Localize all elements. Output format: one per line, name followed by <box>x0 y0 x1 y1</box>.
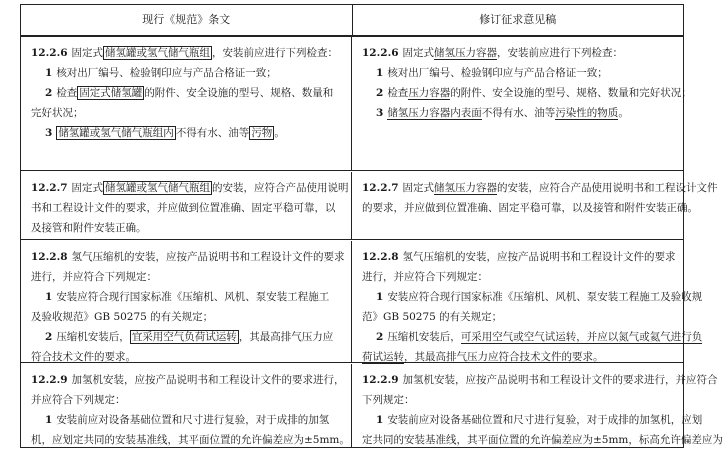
underlined-text: 压力容器 <box>408 87 451 99</box>
text: 进行，并应符合下列规定： <box>362 271 488 283</box>
text: 不得有水、油等 <box>481 107 556 119</box>
item-number: 1 <box>45 291 53 303</box>
table-row-12-2-7 <box>21 172 718 240</box>
current-clause-cell <box>21 37 352 170</box>
clause-number: 12.2.7 <box>362 182 399 194</box>
text: 氢气压缩机的安装，应按产品说明书和工程设计文件的要求 <box>402 251 676 263</box>
text: 并应符合下列规定： <box>31 394 126 406</box>
text: 安装前应对设备基础位置和尺寸进行复验，对于成排的加氢 <box>56 414 330 426</box>
table-header <box>21 5 683 37</box>
text: 压缩机安装后， <box>387 331 461 343</box>
table-row-12-2-9 <box>21 364 723 448</box>
text: 的附件、安全设施的型号、规格、数量和 <box>144 87 334 99</box>
item-number: 3 <box>376 107 384 119</box>
text: 定共同的安装基准线，其平面位置的允许偏差应为±5mm，标高允许偏差应为 <box>362 434 723 446</box>
text: 。 <box>618 107 629 119</box>
text: 固定式 <box>402 182 435 194</box>
boxed-text: 污物 <box>251 127 273 139</box>
underlined-text: 储氢压力容器 <box>434 182 498 194</box>
clause-number: 12.2.7 <box>31 182 68 194</box>
underlined-text: 可采用空气或空气试运转，并应以氮气或氦气进行负 <box>460 331 703 343</box>
text: 加氢机安装，应按产品说明书和工程设计文件的要求进行， <box>71 374 345 386</box>
text: ，其最高排气压力应 <box>238 331 334 343</box>
text: ，其最高排气压力应符合技术文件的要求。 <box>404 351 604 363</box>
text: 的安装，应符合产品使用说明书和工程设计文件 <box>497 182 718 194</box>
revision-clause-cell <box>352 172 718 239</box>
text: 安装前应对设备基础位置和尺寸进行复验，对于成排的加氢机，应划 <box>387 414 703 426</box>
item-number: 3 <box>45 127 53 139</box>
text: 固定式 <box>71 182 104 194</box>
text: 及验收规范》GB 50275 的有关规定； <box>31 311 214 323</box>
text: 安装应符合现行国家标准《压缩机、风机、泵安装工程施工 <box>56 291 330 303</box>
text: 固定式 <box>71 47 104 59</box>
text: 及接管和附件安装正确。 <box>31 222 147 234</box>
text: 核对出厂编号、检验钢印应与产品合格证一致； <box>56 67 277 79</box>
text: 加氢机安装，应按产品说明书和工程设计文件的要求进行，并应符合 <box>402 374 718 386</box>
text: 的附件、安全设施的型号、规格、数量和完好状况； <box>450 87 692 99</box>
boxed-text: 宜采用空气负荷试运转 <box>131 331 237 343</box>
text: 符合技术文件的要求。 <box>31 351 136 363</box>
boxed-text: 储氢罐或氢气储气瓶组 <box>105 47 211 59</box>
item-number: 1 <box>45 67 53 79</box>
text: 氢气压缩机的安装，应按产品说明书和工程设计文件的要求 <box>71 251 345 263</box>
item-number: 2 <box>376 331 384 343</box>
text: ，安装前应进行下列检查： <box>212 47 339 59</box>
underlined-text: 储氢压力容器 <box>434 47 498 59</box>
item-number: 2 <box>45 331 53 343</box>
current-clause-cell <box>21 364 352 448</box>
item-number: 2 <box>376 87 384 99</box>
underlined-text: 荷试运转 <box>362 351 404 363</box>
clause-number: 12.2.8 <box>31 251 68 263</box>
text: 固定式 <box>402 47 435 59</box>
item-number: 1 <box>376 291 384 303</box>
text: 的安装，应符合产品使用说明 <box>212 182 349 194</box>
comparison-table <box>20 4 723 448</box>
clause-number: 12.2.6 <box>31 47 68 59</box>
text: 检查 <box>387 87 409 99</box>
table-row-12-2-6 <box>21 37 692 171</box>
text: 进行，并应符合下列规定： <box>31 271 157 283</box>
text: 下列规定： <box>362 394 415 406</box>
current-clause-cell <box>21 241 352 362</box>
text: 检查 <box>56 87 78 99</box>
text: 安装应符合现行国家标准《压缩机、风机、泵安装工程施工及验收规 <box>387 291 703 303</box>
current-clause-cell <box>21 172 352 239</box>
text: 范》GB 50275 的有关规定； <box>362 311 503 323</box>
text: 压缩机安装后， <box>56 331 130 343</box>
text: 。 <box>274 127 285 139</box>
text: 书和工程设计文件的要求，并应做到位置准确、固定平稳可靠，以 <box>31 202 336 214</box>
text: 核对出厂编号、检验钢印应与产品合格证一致； <box>387 67 608 79</box>
item-number: 1 <box>376 414 384 426</box>
item-number: 1 <box>45 414 53 426</box>
header-revision-draft: 修订征求意见稿 <box>479 13 557 26</box>
item-number: 2 <box>45 87 53 99</box>
text: 不得有水、油等 <box>175 127 250 139</box>
boxed-text: 储氢罐或氢气储气瓶组 <box>105 182 211 194</box>
clause-number: 12.2.8 <box>362 251 399 263</box>
clause-number: 12.2.6 <box>362 47 399 59</box>
underlined-text: 储氢压力容器内表面 <box>387 107 482 119</box>
revision-clause-cell <box>352 37 692 170</box>
table-row-12-2-8 <box>21 241 703 363</box>
item-number: 1 <box>376 67 384 79</box>
clause-number: 12.2.9 <box>31 374 68 386</box>
text: 机，应划定共同的安装基准线，其平面位置的允许偏差应为±5mm。 <box>31 434 350 446</box>
revision-clause-cell <box>352 241 703 363</box>
clause-number: 12.2.9 <box>362 374 399 386</box>
boxed-text: 储氢罐或氢气储气瓶组内 <box>58 127 174 139</box>
text: 完好状况； <box>31 107 84 119</box>
revision-clause-cell <box>352 364 723 448</box>
boxed-text: 固定式储氢罐 <box>79 87 143 99</box>
text: 的要求，并应做到位置准确、固定平稳可靠，以及接管和附件安装正确。 <box>362 202 698 214</box>
underlined-text: 污染性的物质 <box>555 107 619 119</box>
text: ，安装前应进行下列检查： <box>497 47 624 59</box>
header-current-clause: 现行《规范》条文 <box>21 5 353 35</box>
